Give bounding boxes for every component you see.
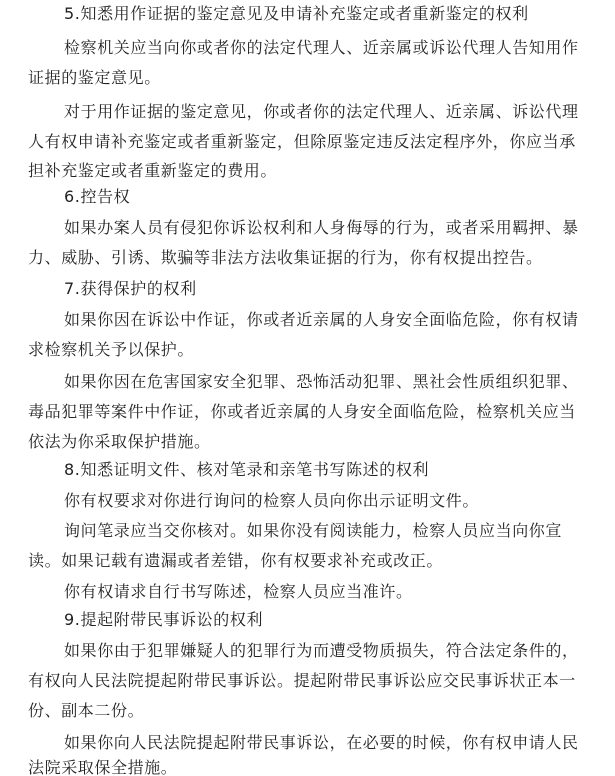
paragraph-line: 人有权申请补充鉴定或者重新鉴定，但除原鉴定违反法定程序外，你应当承: [28, 132, 576, 151]
paragraph-line: 询问笔录应当交你核对。如果你没有阅读能力，检察人员应当向你宣: [64, 521, 563, 540]
paragraph-line: 如果你向人民法院提起附带民事诉讼，在必要的时候，你有权申请人民: [64, 733, 579, 752]
section-heading-9: 9.提起附带民事诉讼的权利: [64, 610, 264, 629]
paragraph-line: 证据的鉴定意见。: [28, 68, 161, 87]
paragraph-line: 检察机关应当向你或者你的法定代理人、近亲属或诉讼代理人告知用作: [64, 38, 579, 57]
paragraph-line: 法院采取保全措施。: [28, 758, 178, 776]
paragraph-line: 有权向人民法院提起附带民事诉讼。提起附带民事诉讼应交民事诉状正本一: [28, 671, 576, 690]
paragraph-line: 如果你因在诉讼中作证，你或者近亲属的人身安全面临危险，你有权请: [64, 310, 579, 329]
paragraph-line: 求检察机关予以保护。: [28, 340, 195, 359]
section-heading-7: 7.获得保护的权利: [64, 279, 197, 298]
paragraph-line: 份、副本二份。: [28, 701, 145, 720]
paragraph-line: 如果办案人员有侵犯你诉讼权利和人身侮辱的行为，或者采用羁押、暴: [64, 218, 579, 237]
paragraph-line: 你有权请求自行书写陈述，检察人员应当准许。: [64, 582, 413, 601]
paragraph-line: 如果你因在危害国家安全犯罪、恐怖活动犯罪、黑社会性质组织犯罪、: [64, 372, 579, 391]
paragraph-line: 毒品犯罪等案件中作证，你或者近亲属的人身安全面临危险，检察机关应当: [28, 402, 576, 421]
section-heading-5: 5.知悉用作证据的鉴定意见及申请补充鉴定或者重新鉴定的权利: [64, 4, 529, 23]
section-heading-8: 8.知悉证明文件、核对笔录和亲笔书写陈述的权利: [64, 460, 430, 479]
section-heading-6: 6.控告权: [64, 187, 131, 206]
paragraph-line: 依法为你采取保护措施。: [28, 432, 211, 451]
paragraph-line: 担补充鉴定或者重新鉴定的费用。: [28, 161, 278, 180]
paragraph-line: 如果你由于犯罪嫌疑人的犯罪行为而遭受物质损失，符合法定条件的，: [64, 641, 579, 660]
paragraph-line: 对于用作证据的鉴定意见，你或者你的法定代理人、近亲属、诉讼代理: [64, 102, 579, 121]
paragraph-line: 你有权要求对你进行询问的检察人员向你出示证明文件。: [64, 491, 480, 510]
paragraph-line: 力、威胁、引诱、欺骗等非法方法收集证据的行为，你有权提出控告。: [28, 248, 543, 267]
paragraph-line: 读。如果记载有遗漏或者差错，你有权要求补充或改正。: [28, 551, 444, 570]
